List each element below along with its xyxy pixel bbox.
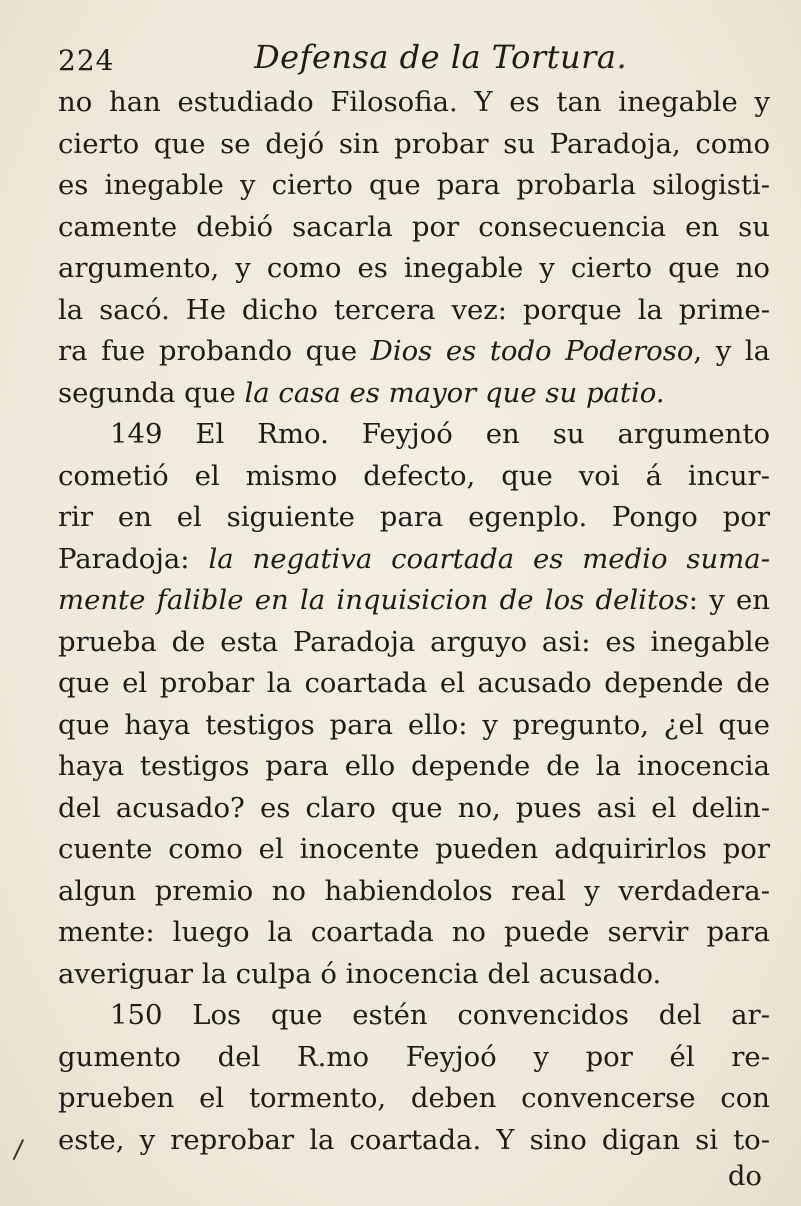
line-text: camente debió sacarla por consecuencia en su [58,210,770,243]
line-text: Paradoja: [58,542,209,575]
text-line [58,290,770,332]
line-text: haya testigos para ello depende de la inocencia [58,750,770,782]
line-text: que haya testigos para ello: y pregunto, ¿el que [58,708,770,741]
line-text: este, y reprobar la coartada. Y sino digan si to- [58,1123,770,1156]
catchword: do [727,1160,762,1192]
italic-text: la negativa coartada es medio suma- [208,542,770,575]
line-text: averiguar la culpa ó inocencia del acusado. [58,957,662,990]
page-header [58,38,758,82]
text-line [58,82,770,124]
text-line [58,497,770,539]
text-line [58,207,770,249]
text-line [58,1037,770,1079]
line-text: rir en el siguiente para egenplo. Pongo por [58,501,770,533]
text-line [58,414,770,456]
text-line [58,1120,770,1162]
line-text: no han estudiado Filosofia. Y es tan inegable y [58,86,770,118]
line-text: prueben el tormento, deben convencerse con [58,1082,770,1114]
line-text: que el probar la coartada el acusado depende de [58,667,770,699]
text-line [58,954,770,996]
italic-text: la casa es mayor que su patio. [244,376,665,409]
text-line [58,663,770,705]
line-text: la sacó. He dicho tercera vez: porque la prime- [58,293,770,326]
line-text: 150 Los que estén convencidos del ar- [110,999,770,1031]
text-line [58,1078,770,1120]
text-line [58,580,770,622]
text-line [58,373,770,415]
line-text: cierto que se dejó sin probar su Paradoja, como [58,127,770,160]
line-text: , y la [693,335,770,367]
text-line [58,539,770,581]
text-line [58,165,770,207]
text-line [58,995,770,1037]
margin-mark: / [11,1134,25,1166]
line-text: es inegable y cierto que para probarla silogisti- [58,169,770,201]
text-line [58,705,770,747]
line-text: cometió el mismo defecto, que voi á incur- [58,459,770,492]
line-text: : y en [688,584,770,616]
italic-text: Dios es todo Poderoso [370,335,694,367]
line-text: ra fue probando que [58,335,371,367]
line-text: algun premio no habiendolos real y verdadera- [58,874,770,907]
text-line [58,248,770,290]
line-text: gumento del R.mo Feyjoó y por él re- [58,1040,770,1073]
text-line [58,622,770,664]
text-line [58,124,770,166]
line-text: argumento, y como es inegable y cierto que no [58,252,770,284]
text-line [58,788,770,830]
line-text: segunda que [58,376,245,409]
text-line [58,829,770,871]
text-line [58,331,770,373]
page-number: 224 [58,44,115,77]
italic-text: mente falible en la inquisicion de los delitos [58,584,689,616]
text-line [58,456,770,498]
line-text: 149 El Rmo. Feyjoó en su argumento [110,418,770,450]
text-line [58,912,770,954]
line-text: cuente como el inocente pueden adquirirlos por [58,833,770,865]
running-title: Defensa de la Tortura. [254,38,628,76]
line-text: mente: luego la coartada no puede servir para [58,916,770,948]
line-text: del acusado? es claro que no, pues asi el delin- [58,791,770,824]
text-line [58,746,770,788]
body-text [58,82,770,1191]
text-line [58,871,770,913]
line-text: prueba de esta Paradoja arguyo asi: es inegable [58,625,770,658]
